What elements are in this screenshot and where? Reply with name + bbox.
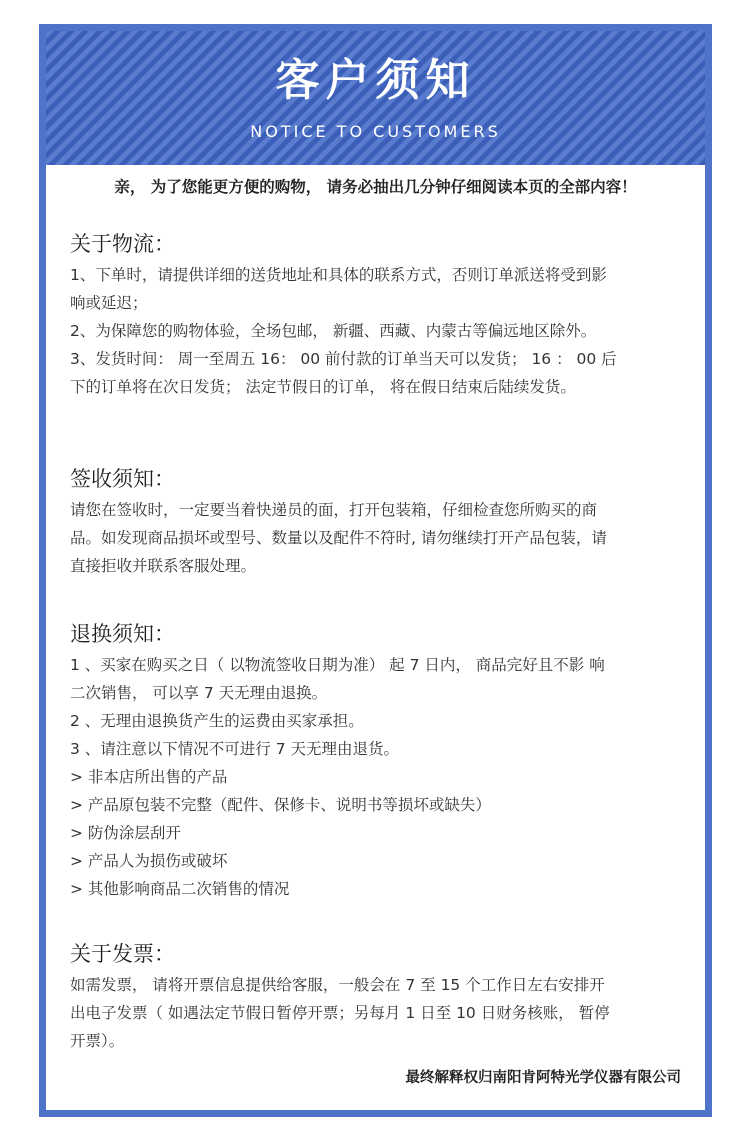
banner-subtitle: NOTICE TO CUSTOMERS bbox=[250, 122, 501, 141]
notice-frame bbox=[39, 24, 712, 1117]
section-receipt bbox=[70, 462, 690, 580]
logistics-line: 3、发货时间： 周一至周五 16： 00 前付款的订单当天可以发货； 16 ： 00 后 bbox=[70, 350, 617, 368]
return-exclusion-item: > 产品人为损伤或破坏 bbox=[70, 852, 228, 870]
intro-text: 亲， 为了您能更方便的购物， 请务必抽出几分钟仔细阅读本页的全部内容！ bbox=[114, 178, 637, 196]
receipt-line: 直接拒收并联系客服处理。 bbox=[70, 557, 257, 575]
section-invoice bbox=[70, 937, 690, 1055]
section-title-receipt: 签收须知： bbox=[70, 467, 175, 491]
receipt-line: 品。如发现商品损坏或型号、数量以及配件不符时, 请勿继续打开产品包装，请 bbox=[70, 529, 607, 547]
return-line: 1 、买家在购买之日（ 以物流签收日期为准） 起 7 日内， 商品完好且不影 响 bbox=[70, 656, 605, 674]
section-title-invoice: 关于发票： bbox=[70, 942, 175, 966]
section-title-logistics: 关于物流： bbox=[70, 232, 175, 256]
banner-title: 客户须知 bbox=[275, 55, 476, 106]
return-line: 3 、请注意以下情况不可进行 7 天无理由退货。 bbox=[70, 740, 400, 758]
return-line: 二次销售， 可以享 7 天无理由退换。 bbox=[70, 684, 328, 702]
section-title-return: 退换须知： bbox=[70, 622, 175, 646]
logistics-line: 2、为保障您的购物体验，全场包邮， 新疆、西藏、内蒙古等偏远地区除外。 bbox=[70, 322, 597, 340]
return-exclusion-item: > 非本店所出售的产品 bbox=[70, 768, 228, 786]
receipt-line: 请您在签收时，一定要当着快递员的面，打开包装箱，仔细检查您所购买的商 bbox=[70, 501, 598, 519]
logistics-line: 响或延迟； bbox=[70, 294, 148, 312]
section-return bbox=[70, 617, 690, 903]
invoice-line: 开票）。 bbox=[70, 1032, 125, 1050]
return-exclusion-item: > 防伪涂层刮开 bbox=[70, 824, 181, 842]
logistics-line: 1、下单时，请提供详细的送货地址和具体的联系方式，否则订单派送将受到影 bbox=[70, 266, 607, 284]
notice-banner bbox=[46, 31, 705, 165]
logistics-line: 下的订单将在次日发货； 法定节假日的订单， 将在假日结束后陆续发货。 bbox=[70, 378, 576, 396]
return-exclusion-item: > 产品原包装不完整（配件、保修卡、说明书等损坏或缺失） bbox=[70, 796, 491, 814]
section-logistics bbox=[70, 227, 690, 401]
invoice-line: 出电子发票（ 如遇法定节假日暂停开票；另每月 1 日至 10 日财务核账， 暂停 bbox=[70, 1004, 610, 1022]
invoice-line: 如需发票， 请将开票信息提供给客服，一般会在 7 至 15 个工作日左右安排开 bbox=[70, 976, 605, 994]
return-line: 2 、无理由退换货产生的运费由买家承担。 bbox=[70, 712, 364, 730]
return-exclusion-item: > 其他影响商品二次销售的情况 bbox=[70, 880, 290, 898]
footer-company: 最终解释权归南阳肯阿特光学仪器有限公司 bbox=[405, 1070, 681, 1086]
